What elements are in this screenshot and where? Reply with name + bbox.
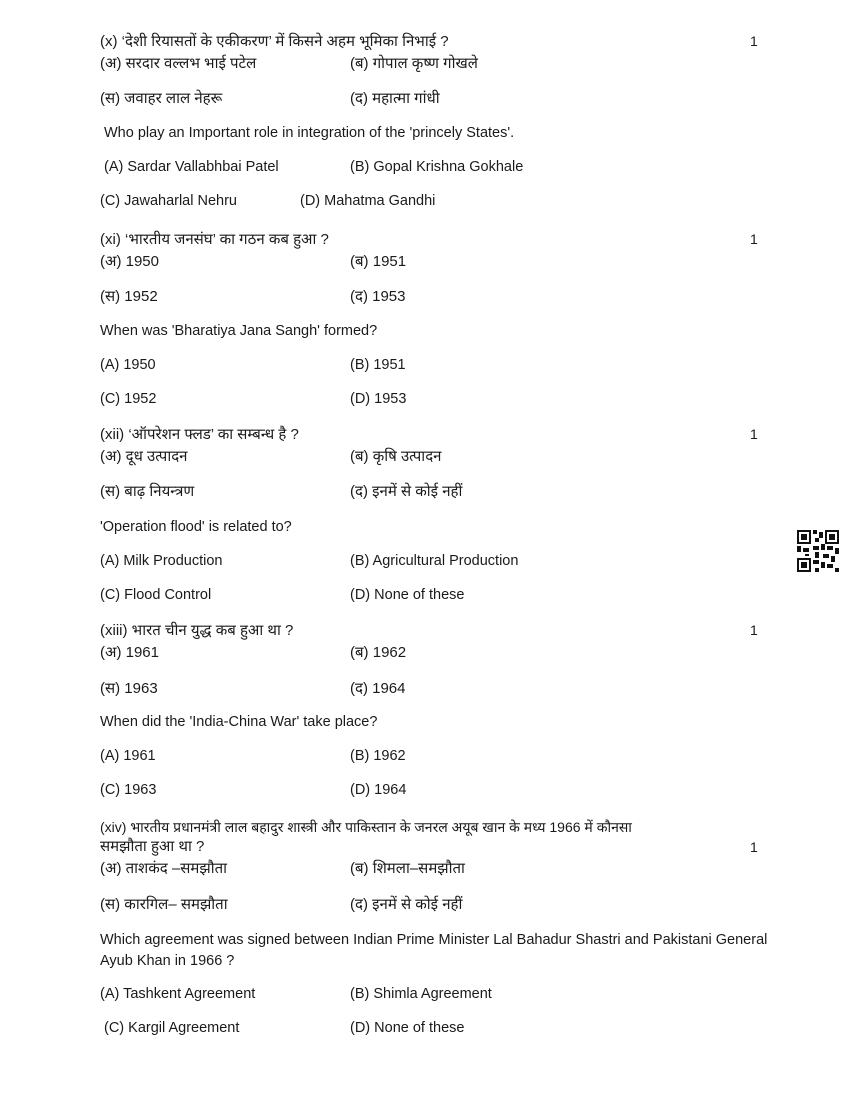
option-english: (D) Mahatma Gandhi: [300, 193, 436, 209]
marks: 1: [750, 622, 758, 638]
question-english: When was 'Bharatiya Jana Sangh' formed?: [100, 323, 378, 339]
option-english: (D) 1964: [350, 782, 407, 798]
option-english: (B) Gopal Krishna Gokhale: [350, 159, 524, 175]
question-english: When did the 'India-China War' take place?: [100, 714, 378, 730]
option-english: (A) 1961: [100, 748, 156, 764]
option-english: (A) Sardar Vallabhbai Patel: [104, 159, 279, 175]
question-english: Who play an Important role in integration of the 'princely States'.: [104, 125, 515, 141]
option-hindi: (अ) ताशकंद –समझौता: [100, 860, 228, 877]
question-hindi: (xi) ‘भारतीय जनसंघ’ का गठन कब हुआ ?: [100, 231, 329, 248]
option-hindi: (स) जवाहर लाल नेहरू: [100, 90, 223, 107]
option-english: (D) 1953: [350, 391, 407, 407]
option-english: (D) None of these: [350, 1020, 465, 1036]
option-hindi: (स) कारगिल– समझौता: [100, 896, 228, 913]
option-hindi: (द) 1964: [350, 680, 406, 697]
marks: 1: [750, 33, 758, 49]
question-hindi: (xiii) भारत चीन युद्ध कब हुआ था ?: [100, 622, 294, 639]
question-hindi: (xii) ‘ऑपरेशन फ्लड’ का सम्बन्ध है ?: [100, 426, 299, 443]
option-hindi: (ब) कृषि उत्पादन: [350, 448, 442, 465]
marks: 1: [750, 426, 758, 442]
option-hindi: (अ) दूध उत्पादन: [100, 448, 188, 465]
option-english: (A) 1950: [100, 357, 156, 373]
option-hindi: (अ) सरदार वल्लभ भाई पटेल: [100, 55, 257, 72]
option-english: (D) None of these: [350, 587, 465, 603]
qr-code-icon: [797, 530, 839, 572]
marks: 1: [750, 231, 758, 247]
question-english: Which agreement was signed between Indian Prime Minister Lal Bahadur Shastri and Pakistani General: [100, 932, 768, 948]
option-english: (B) Shimla Agreement: [350, 986, 492, 1002]
option-hindi: (ब) 1951: [350, 253, 407, 270]
option-english: (A) Milk Production: [100, 553, 223, 569]
option-hindi: (स) बाढ़ नियन्त्रण: [100, 483, 195, 500]
option-english: (C) 1952: [100, 391, 157, 407]
question-english: 'Operation flood' is related to?: [100, 519, 292, 535]
option-hindi: (ब) 1962: [350, 644, 407, 661]
question-hindi: (xiv) भारतीय प्रधानमंत्री लाल बहादुर शास्त्री और पाकिस्तान के जनरल अयूब खान के मध्य 1966 में कौनसा: [100, 819, 632, 835]
question-hindi: (x) ‘देशी रियासतों के एकीकरण’ में किसने अहम भूमिका निभाई ?: [100, 33, 449, 50]
marks: 1: [750, 839, 758, 855]
option-hindi: (स) 1952: [100, 288, 158, 305]
option-hindi: (द) इनमें से कोई नहीं: [350, 483, 463, 500]
option-hindi: (ब) शिमला–समझौता: [350, 860, 465, 877]
question-english-cont: Ayub Khan in 1966 ?: [100, 953, 235, 969]
option-english: (B) Agricultural Production: [350, 553, 519, 569]
option-english: (B) 1951: [350, 357, 406, 373]
option-english: (C) Jawaharlal Nehru: [100, 193, 237, 209]
option-hindi: (द) 1953: [350, 288, 406, 305]
option-hindi: (अ) 1950: [100, 253, 159, 270]
question-hindi-cont: समझौता हुआ था ?: [100, 838, 205, 855]
option-hindi: (द) इनमें से कोई नहीं: [350, 896, 463, 913]
option-english: (C) Kargil Agreement: [104, 1020, 240, 1036]
option-english: (C) 1963: [100, 782, 157, 798]
option-hindi: (द) महात्मा गांधी: [350, 90, 440, 107]
option-hindi: (ब) गोपाल कृष्ण गोखले: [350, 55, 478, 72]
option-english: (B) 1962: [350, 748, 406, 764]
option-english: (A) Tashkent Agreement: [100, 986, 256, 1002]
option-english: (C) Flood Control: [100, 587, 212, 603]
option-hindi: (स) 1963: [100, 680, 158, 697]
option-hindi: (अ) 1961: [100, 644, 159, 661]
